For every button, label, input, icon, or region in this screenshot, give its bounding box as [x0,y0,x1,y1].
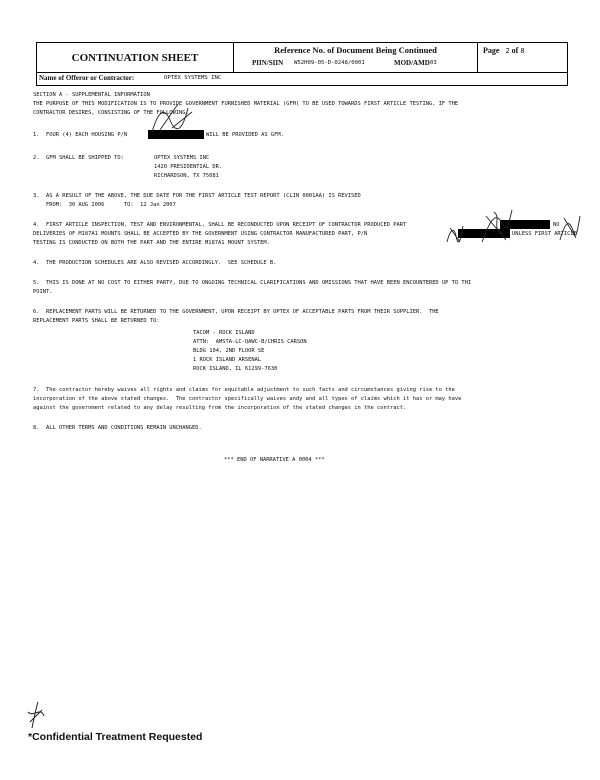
item3-line-1: 3. AS A RESULT OF THE ABOVE, THE DUE DATE FOR THE FIRST ARTICLE TEST REPORT (CLIN 0001AA) IS REVISED [33,193,361,199]
section-heading: SECTION A - SUPPLEMENTAL INFORMATION [33,92,150,98]
offeror-row [36,72,568,86]
piid-value: W52H09-05-D-0248/0001 [294,60,365,66]
item6-address-2: ATTN: AMSTA-LC-QAWC-B/CHRIS CARSON [193,339,307,345]
reference-cell [234,43,478,73]
handwritten-mark [556,212,584,244]
handwritten-mark [148,102,200,136]
page-current: 2 [505,47,510,55]
piid-label: PIIN/SIIN [252,59,284,67]
item6-address-3: BLDG 104, 2ND FLOOR SE [193,348,265,354]
offeror-label: Name of Offeror or Contractor: [39,74,135,82]
item4-line-2b: UNLESS FIRST ARTICLE [512,231,577,237]
handwritten-initial-mark [24,700,48,730]
item6-address-4: 1 ROCK ISLAND ARSENAL [193,357,262,363]
mod-value: 03 [430,60,437,66]
item4-line-2a: DELIVERIES OF M187A1 MOUNTS SHALL BE ACCEPTED BY THE GOVERNMENT USING CONTRACTOR MANUFACTURED PART, P/N [33,231,368,237]
handwritten-mark [476,206,516,246]
item6-address-1: TACOM - ROCK ISLAND [193,330,255,336]
item4b-text: 4. THE PRODUCTION SCHEDULES ARE ALSO REVISED ACCORDINGLY. SEE SCHEDULE B. [33,260,277,266]
item6-line-1: 6. REPLACEMENT PARTS WILL BE RETURNED TO THE GOVERNMENT, UPON RECEIPT BY OPTEX OF ACCEPTABLE PARTS FROM THEIR SUPPLIER. THE [33,309,439,315]
item2-address-3: RICHARDSON, TX 75081 [154,173,219,179]
end-of-narrative: *** END OF NARRATIVE A 0004 *** [224,457,325,463]
item2-address-1: OPTEX SYSTEMS INC [154,155,210,161]
page-total: 8 [520,47,525,55]
sheet-title: CONTINUATION SHEET [37,43,234,73]
item4-line-3: TESTING IS CONDUCTED ON BOTH THE PART AND THE ENTIRE M187A1 MOUNT SYSTEM. [33,240,270,246]
item6-line-2: REPLACEMENT PARTS SHALL BE RETURNED TO: [33,318,160,324]
item6-address-5: ROCK ISLAND, IL 61299-7630 [193,366,278,372]
intro-line-1: THE PURPOSE OF THIS MODIFICATION IS TO PROVIDE GOVERNMENT FURNISHED MATERIAL (GFM) TO BE USED TOWARDS FIRST ARTICLE TESTING, IF THE [33,101,459,107]
header-box [36,42,568,73]
handwritten-mark [444,222,466,246]
offeror-value: OPTEX SYSTEMS INC [164,75,222,81]
page-label: Page [483,46,500,55]
page-number [483,46,525,55]
mod-label: MOD/AMD [394,59,430,67]
item5-line-2: POINT. [33,289,53,295]
item4-line-1b: NO [553,222,560,228]
item5-line-1: 5. THIS IS DONE AT NO COST TO EITHER PARTY, DUE TO ONGOING TECHNICAL CLARIFICATIONS AND OMISSIONS THAT HAVE BEEN ENCOUNTERED UP TO THI [33,280,472,286]
reference-title: Reference No. of Document Being Continued [274,45,437,55]
item4-line-1a: 4. FIRST ARTICLE INSPECTION, TEST AND ENVIRONMENTAL, SHALL BE RECONDUCTED UPON RECEIPT OF CONTRACTOR PRODUCED PART [33,222,407,228]
item1-text-b: WILL BE PROVIDED AS GFM. [206,132,284,138]
item2-label: 2. GFM SHALL BE SHIPPED TO: [33,155,124,161]
page-of: of [511,46,519,55]
item2-address-2: 1420 PRESIDENTIAL DR. [154,164,223,170]
item7-line-1: 7. The contractor hereby waives all rights and claims for equitable adjustment to such facts and circumstances giving rise to the [33,387,455,393]
item7-line-3: against the government related to any delay resulting from the incorporation of the stated changes in the contract. [33,405,407,411]
confidential-notice: *Confidential Treatment Requested [28,731,203,743]
item7-line-2: incorporation of the above stated changes. The contractor specifically waives andy and all types of claims which it has or may have [33,396,462,402]
item8-text: 8. ALL OTHER TERMS AND CONDITIONS REMAIN UNCHANGED. [33,425,202,431]
intro-line-2: CONTRACTOR DESIRES, CONSISTING OF THE FOLLOWING: [33,110,189,116]
item1-text-a: 1. FOUR (4) EACH HOUSING P/N [33,132,128,138]
item3-line-2: FROM: 30 AUG 2006 TO: 12 Jan 2007 [33,202,176,208]
